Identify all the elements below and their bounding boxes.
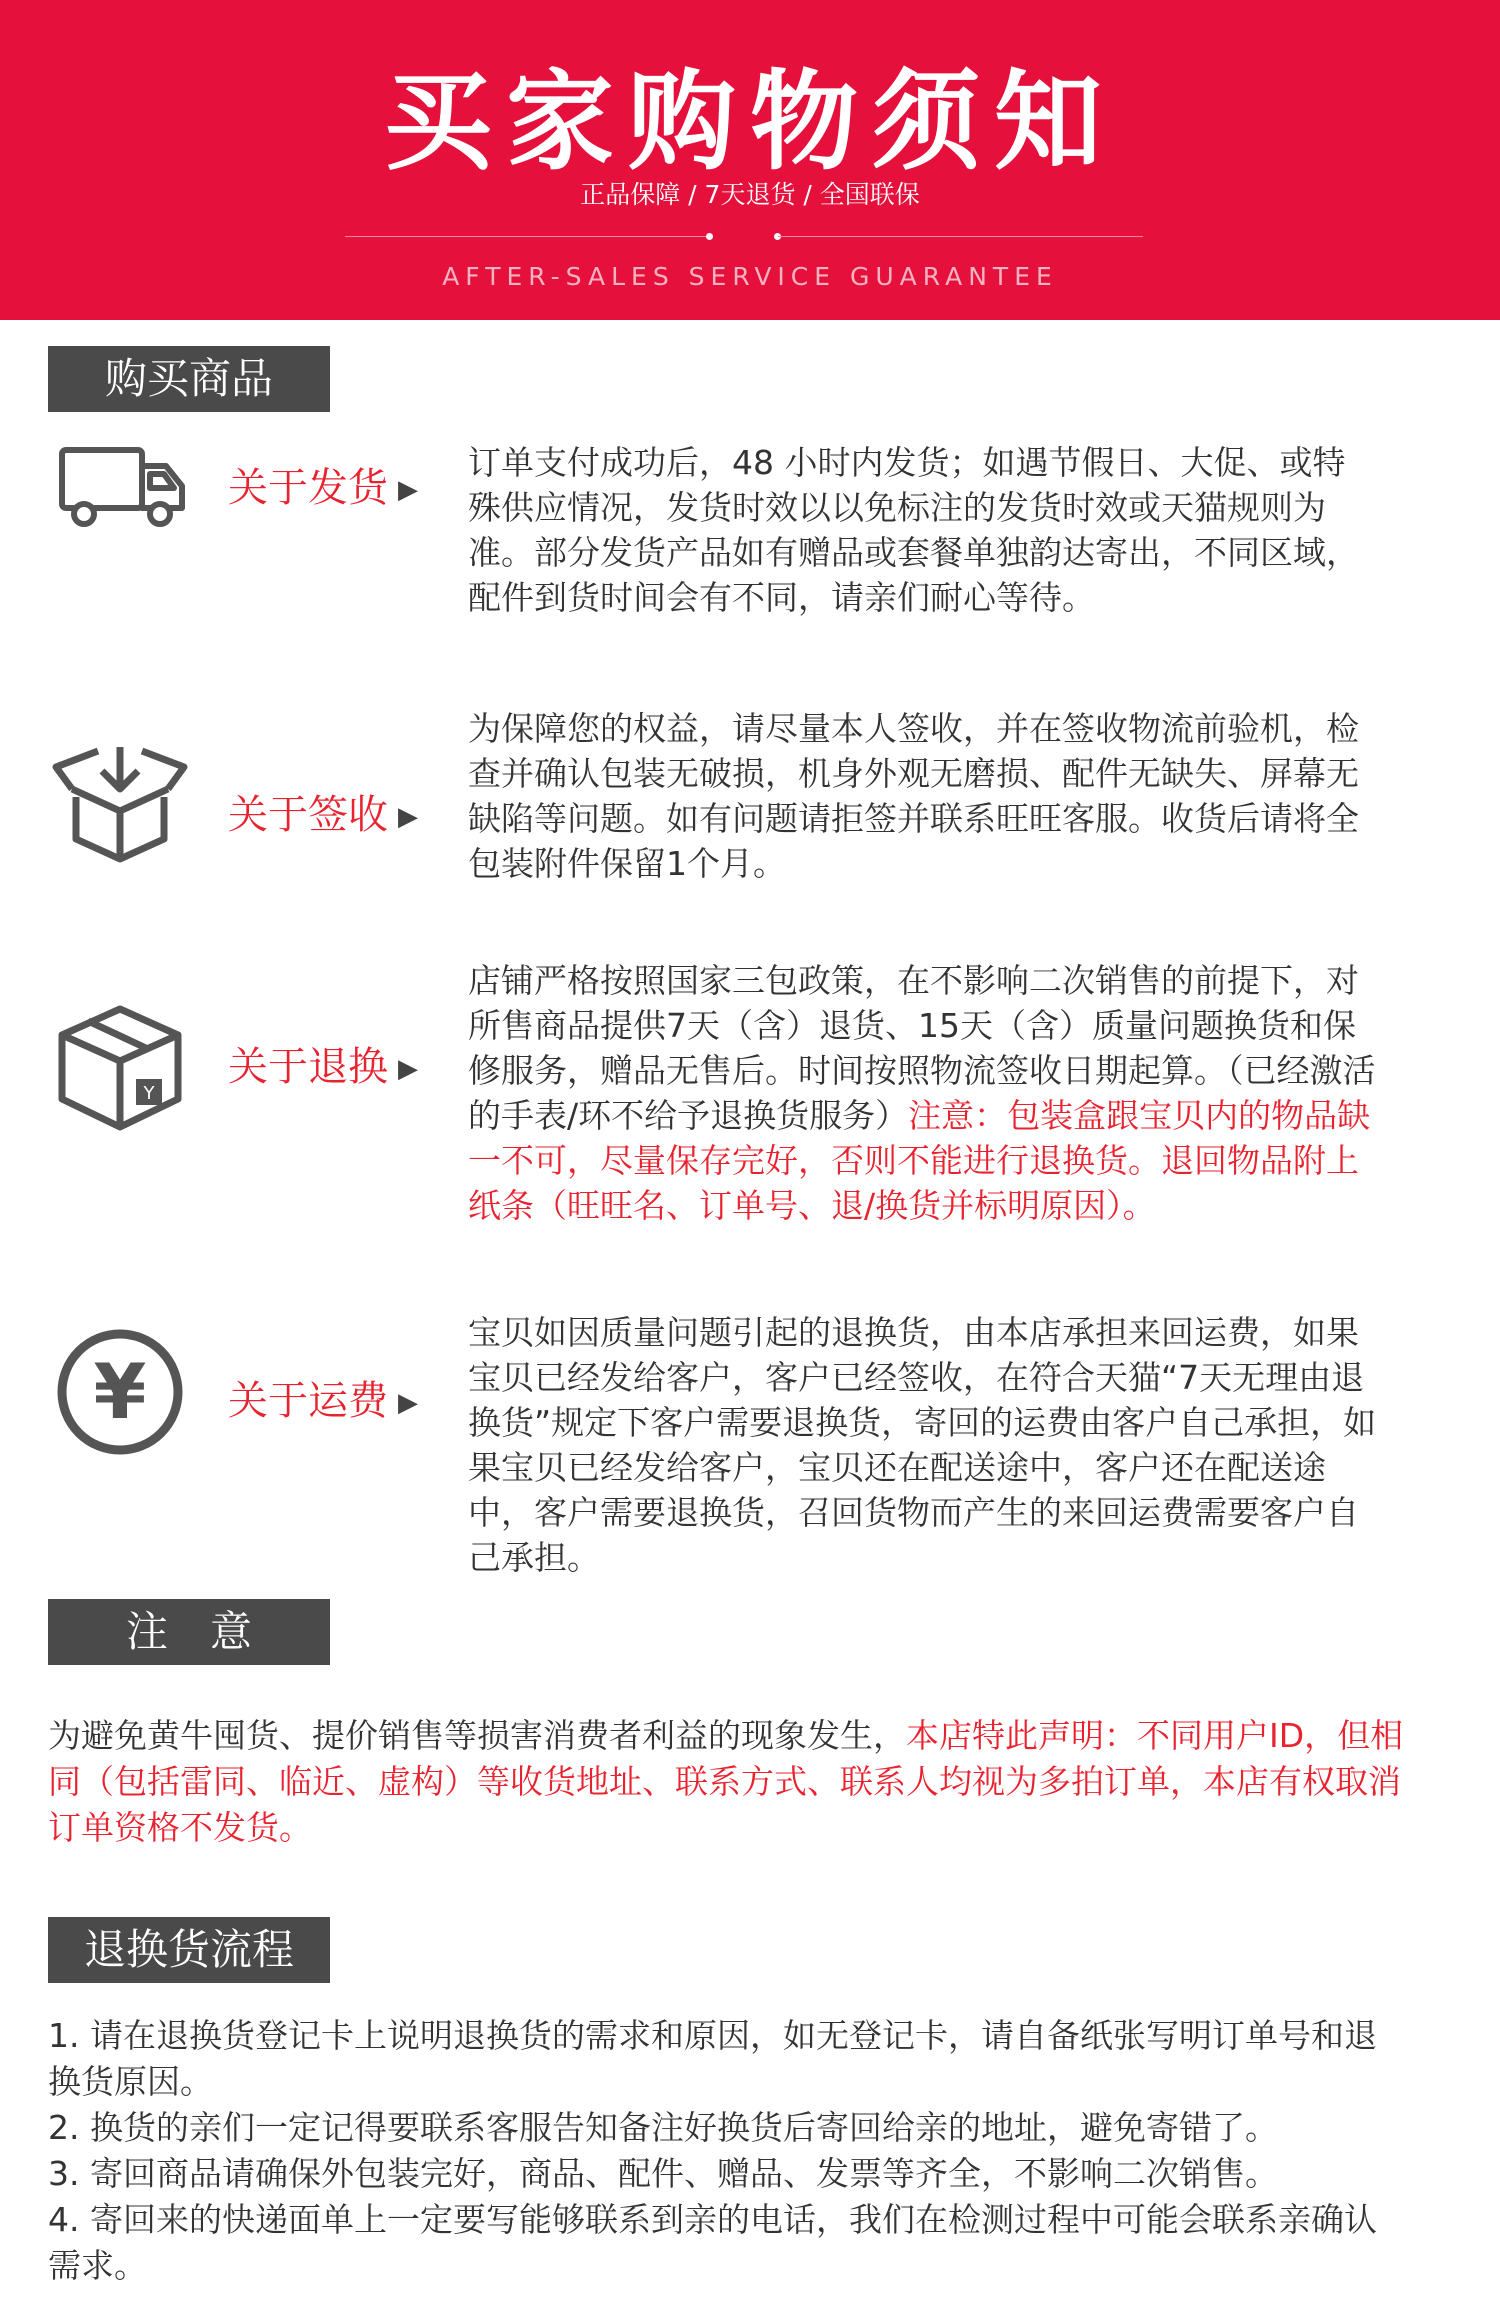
return-warning-text: 注意：包装盒跟宝贝内的物品缺一不可，尽量保存完好，否则不能进行退换货。退回物品附上纸条（旺旺名、订单号、退/换货并标明原因）。: [468, 1096, 1371, 1225]
section-tag-process: 退换货流程: [48, 1917, 330, 1983]
banner-divider-right: [778, 236, 1143, 237]
receipt-text: 为保障您的权益，请尽量本人签收，并在签收物流前验机，检查并确认包装无破损，机身外观无磨损、配件无缺失、屏幕无缺陷等问题。如有问题请拒签并联系旺旺客服。收货后请将全包装附件保留1个月。: [468, 709, 1359, 883]
return-text: [468, 958, 1378, 1228]
notice-text: [48, 1713, 1408, 1851]
section-tag-buy: 购买商品: [48, 346, 330, 412]
yen-icon: [50, 1322, 190, 1462]
return-policy-text: 店铺严格按照国家三包政策，在不影响二次销售的前提下，对所售商品提供7天（含）退货、15天（含）质量问题换货和保修服务，赠品无售后。时间按照物流签收日期起算。（已经激活的手表/环不给予退换货服务）: [468, 961, 1376, 1135]
caret-right-icon: ▶: [398, 1054, 418, 1084]
process-step-3: 3. 寄回商品请确保外包装完好，商品、配件、赠品、发票等齐全，不影响二次销售。: [48, 2154, 1278, 2193]
caret-right-icon: ▶: [398, 475, 418, 505]
section-tag-notice: 注 意: [48, 1599, 330, 1665]
label-shipping-fee-text: 关于运费: [228, 1378, 388, 1424]
svg-text:¥: ¥: [93, 1347, 147, 1436]
label-return: [228, 1042, 418, 1094]
banner-divider-left: [345, 236, 710, 237]
process-step-1: 1. 请在退换货登记卡上说明退换货的需求和原因，如无登记卡，请自备纸张写明订单号和退换货原因。: [48, 2016, 1377, 2101]
banner-subtitle: 正品保障 / 7天退货 / 全国联保: [580, 180, 920, 209]
label-shipping-text: 关于发货: [228, 465, 388, 511]
process-list: [48, 2013, 1408, 2289]
banner-english-subtitle: AFTER-SALES SERVICE GUARANTEE: [442, 262, 1058, 291]
label-shipping: [228, 463, 418, 515]
package-box-icon: [50, 995, 190, 1135]
label-shipping-fee: [228, 1376, 418, 1428]
shipping-fee-text: 宝贝如因质量问题引起的退换货，由本店承担来回运费，如果宝贝已经发给客户，客户已经签收，在符合天猫“7天无理由退换货”规定下客户需要退换货，寄回的运费由客户自己承担，如果宝贝已经发给客户，宝贝还在配送途中，客户还在配送途中，客户需要退换货，召回货物而产生的来回运费需要客户自己承担。: [468, 1313, 1377, 1577]
caret-right-icon: ▶: [398, 1388, 418, 1418]
page-title: 买家购物须知: [383, 60, 1116, 185]
notice-text-black: 为避免黄牛囤货、提价销售等损害消费者利益的现象发生，: [48, 1716, 906, 1755]
open-box-icon: [50, 727, 190, 867]
delivery-truck-icon: [50, 420, 190, 560]
header-banner: [0, 0, 1500, 320]
shipping-text: 订单支付成功后，48 小时内发货；如遇节假日、大促、或特殊供应情况，发货时效以以免标注的发货时效或天猫规则为准。部分发货产品如有赠品或套餐单独韵达寄出，不同区域，配件到货时间会有不同，请亲们耐心等待。: [468, 443, 1359, 617]
svg-text:Y: Y: [143, 1083, 155, 1104]
process-step-4: 4. 寄回来的快递面单上一定要写能够联系到亲的电话，我们在检测过程中可能会联系亲确认需求。: [48, 2200, 1377, 2285]
label-receipt: [228, 790, 418, 842]
notice-text-red: 本店特此声明：不同用户ID，但相同（包括雷同、临近、虚构）等收货地址、联系方式、联系人均视为多拍订单，本店有权取消订单资格不发货。: [48, 1716, 1404, 1847]
label-return-text: 关于退换: [228, 1044, 388, 1090]
caret-right-icon: ▶: [398, 802, 418, 832]
process-step-2: 2. 换货的亲们一定记得要联系客服告知备注好换货后寄回给亲的地址，避免寄错了。: [48, 2108, 1278, 2147]
label-receipt-text: 关于签收: [228, 792, 388, 838]
banner-dot-left: [706, 233, 713, 240]
